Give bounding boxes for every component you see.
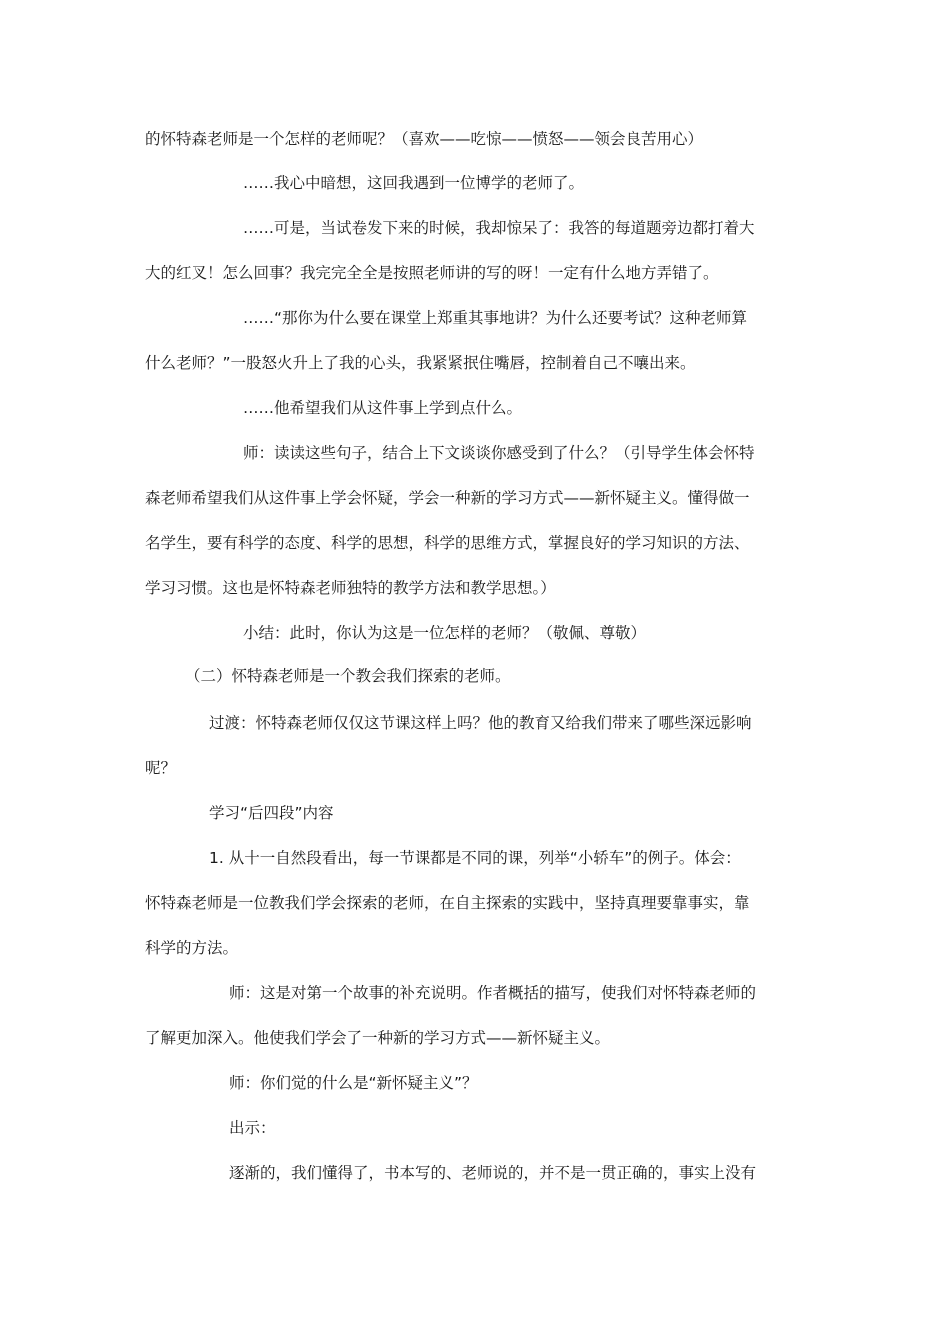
- text-line: 什么老师？”一股怒火升上了我的心头，我紧紧抿住嘴唇，控制着自己不嚷出来。: [145, 354, 696, 372]
- text-line: 怀特森老师是一位教我们学会探索的老师，在自主探索的实践中，坚持真理要靠事实，靠: [145, 894, 750, 912]
- text-line: 小结：此时，你认为这是一位怎样的老师？（敬佩、尊敬）: [243, 624, 647, 642]
- text-line: 科学的方法。: [145, 939, 239, 957]
- text-line: 逐渐的，我们懂得了，书本写的、老师说的，并不是一贯正确的，事实上没有: [229, 1164, 757, 1182]
- text-line: 森老师希望我们从这件事上学会怀疑，学会一种新的学习方式——新怀疑主义。懂得做一: [145, 489, 750, 507]
- text-line: ……他希望我们从这件事上学到点什么。: [243, 399, 523, 417]
- text-line: 学习习惯。这也是怀特森老师独特的教学方法和教学思想。）: [145, 579, 556, 597]
- text-line: 1. 从十一自然段看出，每一节课都是不同的课，列举“小轿车”的例子。体会：: [209, 849, 741, 867]
- text-line: 出示：: [229, 1119, 276, 1137]
- section-heading: （二）怀特森老师是一个教会我们探索的老师。: [185, 667, 511, 685]
- text-line: 师：读读这些句子，结合上下文谈谈你感受到了什么？（引导学生体会怀特: [243, 444, 755, 462]
- text-line: 师：这是对第一个故事的补充说明。作者概括的描写，使我们对怀特森老师的: [229, 984, 757, 1002]
- text-line: 师：你们觉的什么是“新怀疑主义”？: [229, 1074, 478, 1092]
- text-line: 大的红叉！怎么回事？我完完全全是按照老师讲的写的呀！一定有什么地方弄错了。: [145, 264, 719, 282]
- text-line: ……我心中暗想，这回我遇到一位博学的老师了。: [243, 174, 585, 192]
- text-line: 的怀特森老师是一个怎样的老师呢？（喜欢——吃惊——愤怒——领会良苦用心）: [145, 130, 704, 148]
- text-line: 呢？: [145, 759, 177, 777]
- text-line: 了解更加深入。他使我们学会了一种新的学习方式——新怀疑主义。: [145, 1029, 611, 1047]
- text-line: 名学生，要有科学的态度、科学的思想，科学的思维方式，掌握良好的学习知识的方法、: [145, 534, 750, 552]
- text-line: 过渡：怀特森老师仅仅这节课这样上吗？他的教育又给我们带来了哪些深远影响: [209, 714, 752, 732]
- text-line: ……“那你为什么要在课堂上郑重其事地讲？为什么还要考试？这种老师算: [243, 309, 748, 327]
- text-line: ……可是，当试卷发下来的时候，我却惊呆了：我答的每道题旁边都打着大: [243, 219, 755, 237]
- text-line: 学习“后四段”内容: [209, 804, 334, 822]
